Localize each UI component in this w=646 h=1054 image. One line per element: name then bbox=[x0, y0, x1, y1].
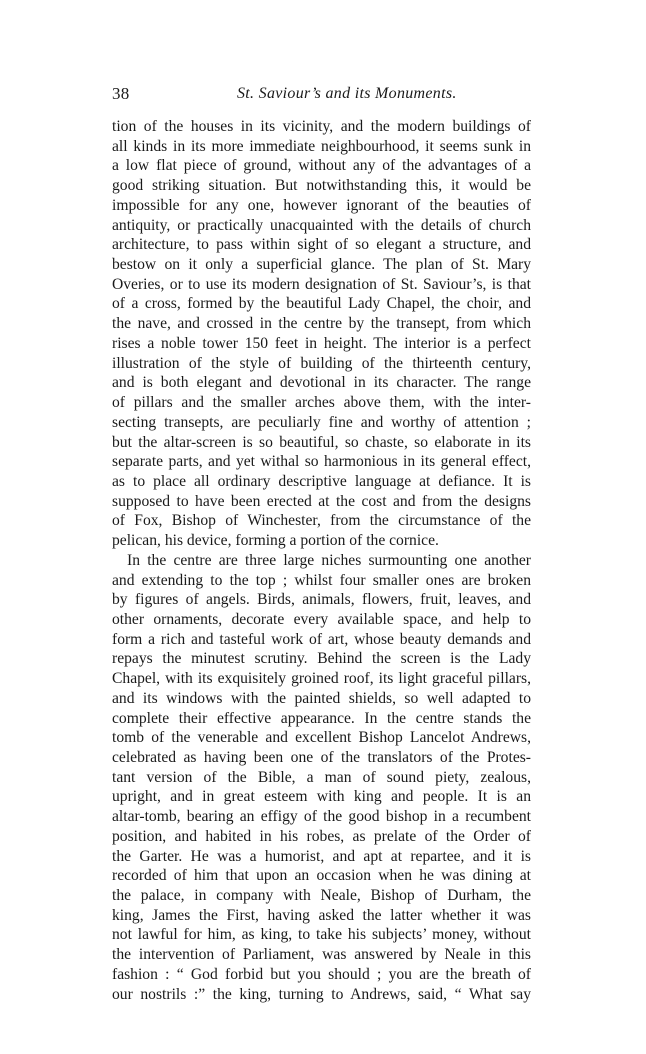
text-line: king, James the First, having asked the latter whether it was bbox=[112, 906, 531, 924]
text-line: altar-tomb, bearing an effigy of the good bishop in a recumbent bbox=[112, 808, 531, 826]
text-line: but the altar-screen is so beautiful, so chaste, so elaborate in its bbox=[112, 433, 531, 451]
text-line: as to place all ordinary descriptive language at defiance. It is bbox=[112, 472, 531, 490]
text-line: Chapel, with its exquisitely groined roof, its light graceful pillars, bbox=[112, 670, 531, 688]
page-number: 38 bbox=[112, 84, 130, 103]
text-line: the palace, in company with Neale, Bishop of Durham, the bbox=[112, 887, 531, 905]
text-line: repays the minutest scrutiny. Behind the screen is the Lady bbox=[112, 650, 531, 668]
text-line: position, and habited in his robes, as prelate of the Order of bbox=[112, 827, 531, 845]
text-line: upright, and in great esteem with king and people. It is an bbox=[112, 788, 531, 806]
text-line: Overies, or to use its modern designation of St. Saviour’s, is that bbox=[112, 275, 531, 293]
text-line: the Garter. He was a humorist, and apt at repartee, and it is bbox=[112, 847, 531, 865]
text-line: a low flat piece of ground, without any of the advantages of a bbox=[112, 157, 531, 175]
text-line: the nave, and crossed in the centre by the transept, from which bbox=[112, 315, 531, 333]
text-line: tion of the houses in its vicinity, and the modern buildings of bbox=[112, 118, 531, 135]
text-line: supposed to have been erected at the cost and from the designs bbox=[112, 492, 531, 510]
text-line: architecture, to pass within sight of so elegant a structure, and bbox=[112, 236, 531, 254]
text-line: of Fox, Bishop of Winchester, from the circumstance of the bbox=[112, 512, 531, 530]
body-text bbox=[112, 117, 531, 1004]
text-line: other ornaments, decorate every available space, and help to bbox=[112, 610, 531, 628]
text-line: antiquity, or practically unacquainted with the details of church bbox=[112, 216, 531, 234]
text-line: impossible for any one, however ignorant of the beauties of bbox=[112, 196, 531, 214]
text-line: pelican, his device, forming a portion of the cornice. bbox=[112, 532, 439, 550]
text-line: tant version of the Bible, a man of sound piety, zealous, bbox=[112, 768, 531, 786]
text-line: by figures of angels. Birds, animals, flowers, fruit, leaves, and bbox=[112, 591, 531, 609]
text-line: of pillars and the smaller arches above them, with the inter- bbox=[112, 394, 531, 412]
text-line: not lawful for him, as king, to take his subjects’ money, without bbox=[112, 926, 531, 944]
text-line: In the centre are three large niches surmounting one another bbox=[127, 551, 531, 569]
text-line: separate parts, and yet withal so harmonious in its general effect, bbox=[112, 453, 531, 471]
running-title: St. Saviour’s and its Monuments. bbox=[237, 85, 457, 102]
text-line: celebrated as having been one of the translators of the Protes- bbox=[112, 749, 531, 766]
text-line: fashion : “ God forbid but you should ; you are the breath of bbox=[112, 965, 531, 983]
text-line: recorded of him that upon an occasion when he was dining at bbox=[112, 867, 531, 885]
text-line: rises a noble tower 150 feet in height. The interior is a perfect bbox=[112, 334, 531, 352]
text-line: all kinds in its more immediate neighbourhood, it seems sunk in bbox=[112, 137, 531, 155]
text-line: tomb of the venerable and excellent Bishop Lancelot Andrews, bbox=[112, 729, 531, 747]
text-line: the intervention of Parliament, was answered by Neale in this bbox=[112, 946, 531, 964]
text-line: good striking situation. But notwithstanding this, it would be bbox=[112, 177, 531, 195]
text-line: secting transepts, are peculiarly fine and worthy of attention ; bbox=[112, 413, 531, 431]
text-line: form a rich and tasteful work of art, whose beauty demands and bbox=[112, 630, 531, 648]
text-line: and extending to the top ; whilst four smaller ones are broken bbox=[112, 571, 531, 589]
text-line: our nostrils :” the king, turning to Andrews, said, “ What say bbox=[112, 985, 531, 1003]
text-line: and is both elegant and devotional in its character. The range bbox=[112, 374, 531, 392]
text-line: and its windows with the painted shields, so well adapted to bbox=[112, 689, 531, 707]
text-line: of a cross, formed by the beautiful Lady Chapel, the choir, and bbox=[112, 295, 531, 313]
text-line: illustration of the style of building of the thirteenth century, bbox=[112, 354, 531, 372]
text-line: complete their effective appearance. In the centre stands the bbox=[112, 709, 531, 727]
text-line: bestow on it only a superficial glance. The plan of St. Mary bbox=[112, 256, 531, 274]
page-header bbox=[112, 84, 524, 108]
